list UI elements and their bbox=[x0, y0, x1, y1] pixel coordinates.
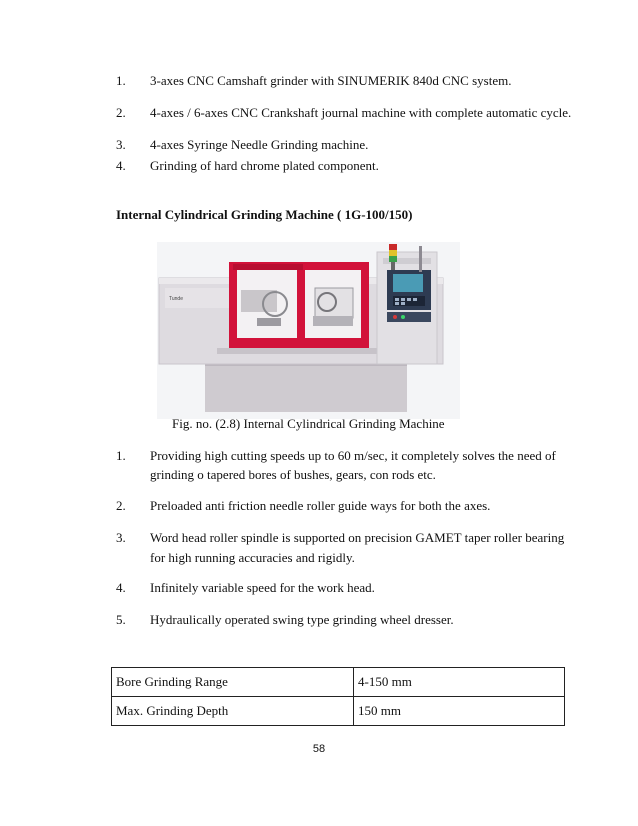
grinding-machine-illustration bbox=[157, 242, 460, 419]
list-number: 1. bbox=[116, 73, 126, 88]
list-number: 2. bbox=[116, 498, 126, 513]
figure-caption: Fig. no. (2.8) Internal Cylindrical Grinding Machine bbox=[172, 416, 445, 431]
list-item-line: Preloaded anti friction needle roller guide ways for both the axes. bbox=[150, 498, 491, 513]
list-item: 4-axes Syringe Needle Grinding machine. bbox=[150, 137, 369, 152]
section-heading: Internal Cylindrical Grinding Machine ( 1G-100/150) bbox=[116, 207, 413, 222]
list-item-line: grinding o tapered bores of bushes, gears, con rods etc. bbox=[150, 467, 436, 482]
list-item-line: for high running accuracies and rigidly. bbox=[150, 550, 355, 565]
list-number: 5. bbox=[116, 612, 126, 627]
page-number: 58 bbox=[312, 743, 326, 755]
table-cell: Bore Grinding Range bbox=[112, 668, 354, 697]
table-cell: Max. Grinding Depth bbox=[112, 697, 354, 726]
list-item: 4-axes / 6-axes CNC Crankshaft journal machine with complete automatic cycle. bbox=[150, 105, 572, 120]
spec-table bbox=[111, 667, 565, 726]
list-number: 2. bbox=[116, 105, 126, 120]
list-number: 4. bbox=[116, 158, 126, 173]
list-number: 3. bbox=[116, 530, 126, 545]
list-item-line: Word head roller spindle is supported on precision GAMET taper roller bearing bbox=[150, 530, 565, 545]
list-item: Grinding of hard chrome plated component. bbox=[150, 158, 379, 173]
list-number: 4. bbox=[116, 580, 126, 595]
list-item-line: Hydraulically operated swing type grinding wheel dresser. bbox=[150, 612, 454, 627]
machine-figure bbox=[157, 242, 460, 419]
list-item-line: Infinitely variable speed for the work head. bbox=[150, 580, 375, 595]
table-cell: 4-150 mm bbox=[354, 668, 565, 697]
svg-text:Tunde: Tunde bbox=[169, 296, 183, 302]
list-number: 3. bbox=[116, 137, 126, 152]
list-item: 3-axes CNC Camshaft grinder with SINUMERIK 840d CNC system. bbox=[150, 73, 512, 88]
table-row bbox=[112, 697, 565, 726]
table-row bbox=[112, 668, 565, 697]
list-item-line: Providing high cutting speeds up to 60 m/sec, it completely solves the need of bbox=[150, 448, 556, 463]
table-cell: 150 mm bbox=[354, 697, 565, 726]
list-number: 1. bbox=[116, 448, 126, 463]
